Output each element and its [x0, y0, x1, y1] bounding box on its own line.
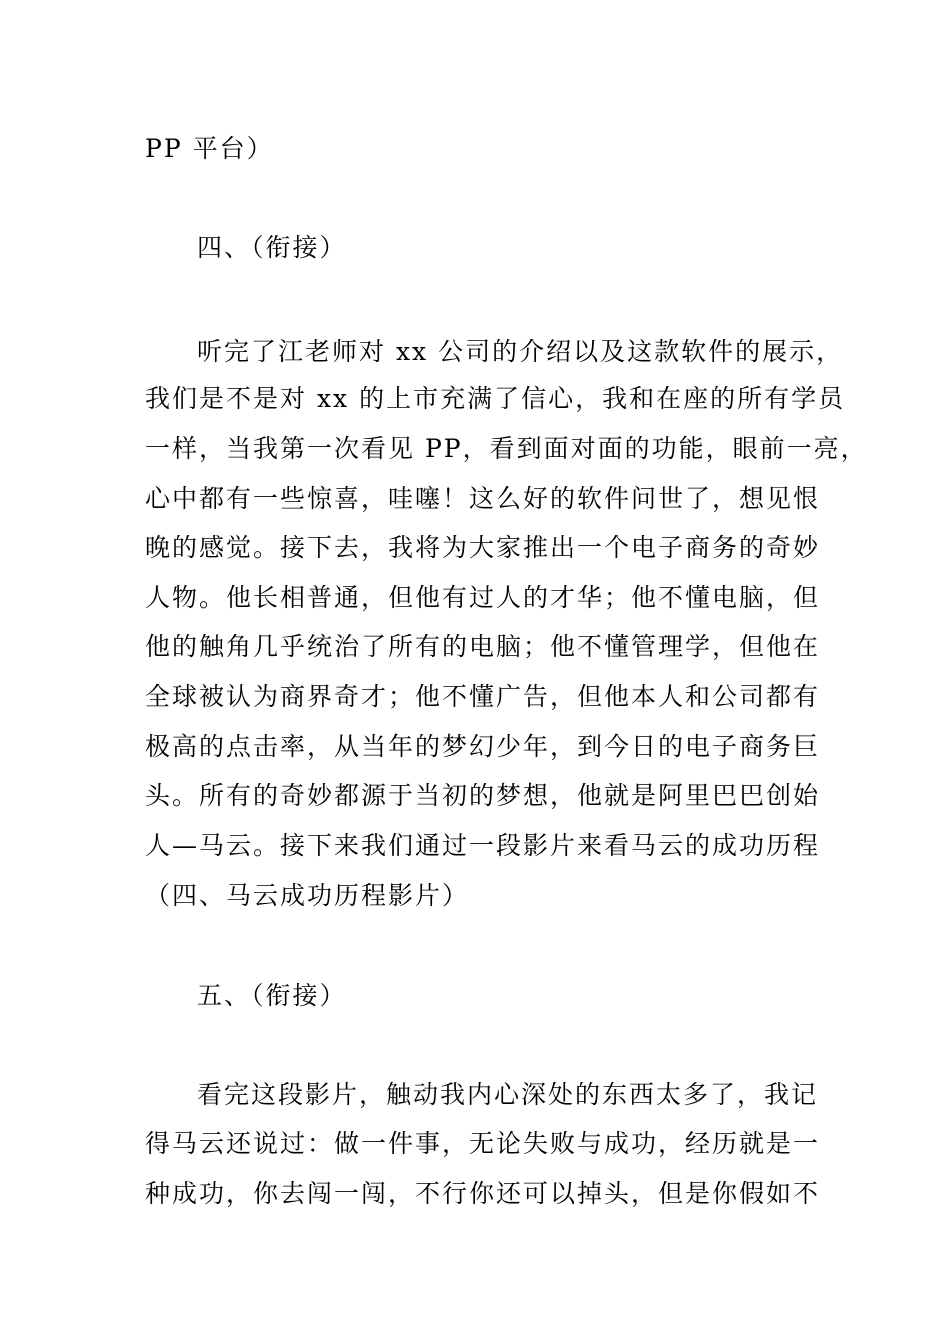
paragraph-line: 人物。他长相普通，但他有过人的才华；他不懂电脑，但 — [145, 583, 821, 612]
paragraph-line: 种成功，你去闯一闯，不行你还可以掉头，但是你假如不 — [145, 1179, 821, 1208]
paragraph-line: 他的触角几乎统治了所有的电脑；他不懂管理学，但他在 — [145, 632, 821, 661]
paragraph-line: 全球被认为商界奇才；他不懂广告，但他本人和公司都有 — [145, 682, 821, 711]
paragraph-line: 我们是不是对 xx 的上市充满了信心，我和在座的所有学员 — [145, 384, 846, 413]
paragraph-line: 心中都有一些惊喜，哇噻！这么好的软件问世了，想见恨 — [145, 484, 821, 513]
paragraph-line: 极高的点击率，从当年的梦幻少年，到今日的电子商务巨 — [145, 732, 821, 761]
paragraph-line: 头。所有的奇妙都源于当初的梦想，他就是阿里巴巴创始 — [145, 781, 821, 810]
paragraph-line: 看完这段影片，触动我内心深处的东西太多了，我记 — [197, 1080, 819, 1109]
paragraph-line: 一样，当我第一次看见 PP，看到面对面的功能，眼前一亮， — [145, 434, 868, 463]
paragraph-line: 听完了江老师对 xx 公司的介绍以及这款软件的展示， — [197, 337, 844, 366]
paragraph-line: （四、马云成功历程影片） — [145, 881, 470, 910]
paragraph-line: 人—马云。接下来我们通过一段影片来看马云的成功历程 — [145, 831, 821, 860]
paragraph-line: 晚的感觉。接下去，我将为大家推出一个电子商务的奇妙 — [145, 533, 821, 562]
paragraph-line: 得马云还说过：做一件事，无论失败与成功，经历就是一 — [145, 1129, 821, 1158]
section-heading-5: 五、（衔接） — [197, 981, 347, 1010]
section-heading-4: 四、（衔接） — [197, 233, 347, 262]
continuation-line: PP 平台） — [145, 134, 274, 163]
